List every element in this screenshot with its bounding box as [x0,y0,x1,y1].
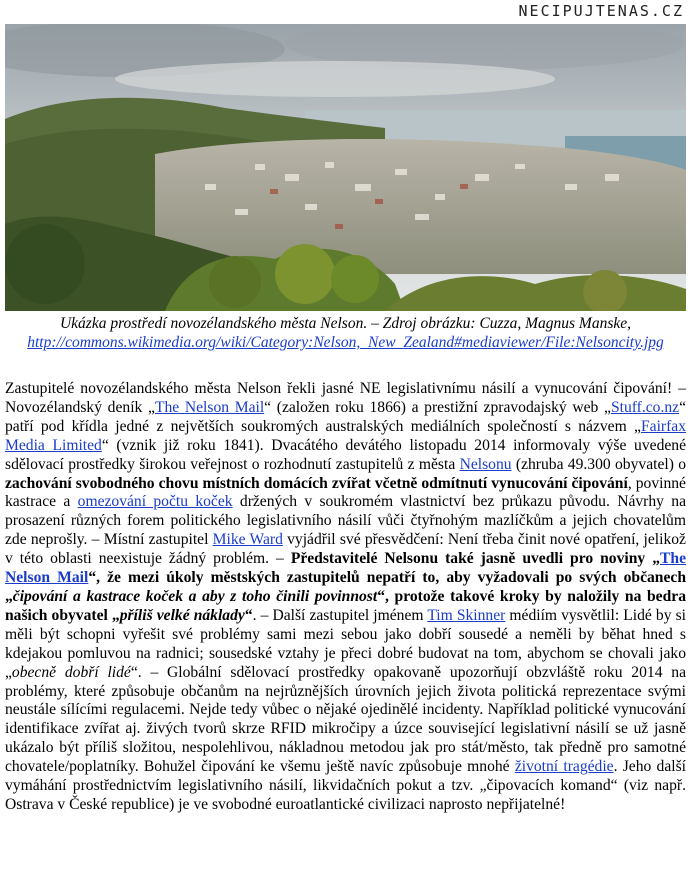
link-nelsonu[interactable]: Nelsonu [459,455,512,473]
article-body [5,380,686,815]
article-text: , povinné kastrace a [5,474,686,511]
link-zivotni-tragedie[interactable]: životní tragédie [514,758,614,776]
article-bold: “, protože takové kroky by naložily na bedra našich obyvatel „ [5,587,686,624]
article-text: médiím vysvětlil: Lidé by si měli být schopni vyřešit své problémy sami mezi sebou jako dobří sousedé a neměli by běhat hned s kdejakou pomluvou na radnici; sousedské vztahy je přeci dobré budovat na tom, abychom se chovali jako „ [5,606,686,681]
article-text: “ (vznik již roku 1841). Dvacátého devátého listopadu 2014 informovaly výše uvedené sdělovací prostředky širokou veřejnost o rozhodnutí zastupitelů z města [5,436,687,473]
site-title: NECIPUJTENAS.CZ [518,2,684,20]
city-photo [5,24,686,311]
article-text: (zhruba 49.300 obyvatel) o [511,455,687,473]
article-text: “ patří pod křídla jedné z největších soukromých australských mediálních společností s názvem „ [5,398,686,435]
article-text: . – Další zastupitel jménem [252,606,428,624]
link-fairfax[interactable]: Fairfax Media Limited [5,417,686,454]
article-text: držených v soukromém vlastnictví bez průkazu původu. Návrhy na prosazení různých forem politického legislativního násilí vůči čtyřnohým mazlíčkům a jejich chovatelům zde neprošly. – Místní zastupitel [5,493,686,549]
link-mike-ward[interactable]: Mike Ward [212,531,283,549]
link-nelson-mail-2[interactable]: The Nelson Mail [5,550,686,587]
link-stuff[interactable]: Stuff.co.nz [610,398,680,416]
article-bold-italic: příliš velké náklady [119,606,245,624]
link-tim-skinner[interactable]: Tim Skinner [427,606,506,624]
article-bold: Představitelé Nelsonu také jasně uvedli pro noviny „ [290,550,660,568]
article-bold-italic: čipování a kastrace koček a aby z toho činili povinnost [12,587,378,605]
caption-text: Ukázka prostředí novozélandského města Nelson. – Zdroj obrázku: Cuzza, Magnus Manske, [59,315,632,332]
link-omezovani-koček[interactable]: omezování počtu koček [77,493,233,511]
article-bold: “ [244,606,253,624]
article-text: . Jeho další vymáhání prostřednictvím legislativního násilí, likvidačních pokut a tzv. „čipovacích komand“ (viz např. Ostrava v České republice) je ve svobodné euroatlantické civilizaci naprosto nepřijatelné! [5,758,686,813]
caption-source-link[interactable]: http://commons.wikimedia.org/wiki/Category:Nelson,_New_Zealand#mediaviewer/File:Nelsoncity.jpg [27,334,664,351]
article-text: vyjádřil své přesvědčení: Není třeba činit nové opatření, jelikož v této oblasti neexistuje žádný problém. – [5,531,686,568]
article-text: Zastupitelé novozélandského města Nelson řekli jasné NE legislativnímu násilí a vynucování čipování! – Novozélandský deník „ [5,380,686,416]
link-nelson-mail[interactable]: The Nelson Mail [154,398,265,416]
article-text: “. – Globální sdělovací prostředky opakovaně upozorňují obzvláště roku 2014 na problémy, které způsobuje občanům na nejrůznějších úrovních jejich života politická reprezentace svými neustále sílícími regulacemi. Nejde tedy vůbec o nějaké ojedinělé incidenty. Například politické vynucování identifikace zvířat aj. živých tvorů skrze RFID mikročipy a úzce související legislativní násilí se už jasně ukázalo být příliš složitou, nespolehlivou, nákladnou metodou jak pro stát/město, tak předně pro samotné chovatele/poplatníky. Bohužel čipování ke všemu ještě navíc způsobuje mnohé [5,663,686,776]
article-italic: obecně dobří lidé [11,663,131,681]
photo-caption [5,314,686,352]
article-bold: “, že mezi úkoly městských zastupitelů nepatří to, aby vyžadovali po svých občanech „ [5,569,686,605]
article-bold: zachování svobodného chovu místních domácích zvířat včetně odmítnutí vynucování čipování [5,474,628,492]
article-text: “ (založen roku 1866) a prestižní zpravodajský web „ [264,398,611,416]
